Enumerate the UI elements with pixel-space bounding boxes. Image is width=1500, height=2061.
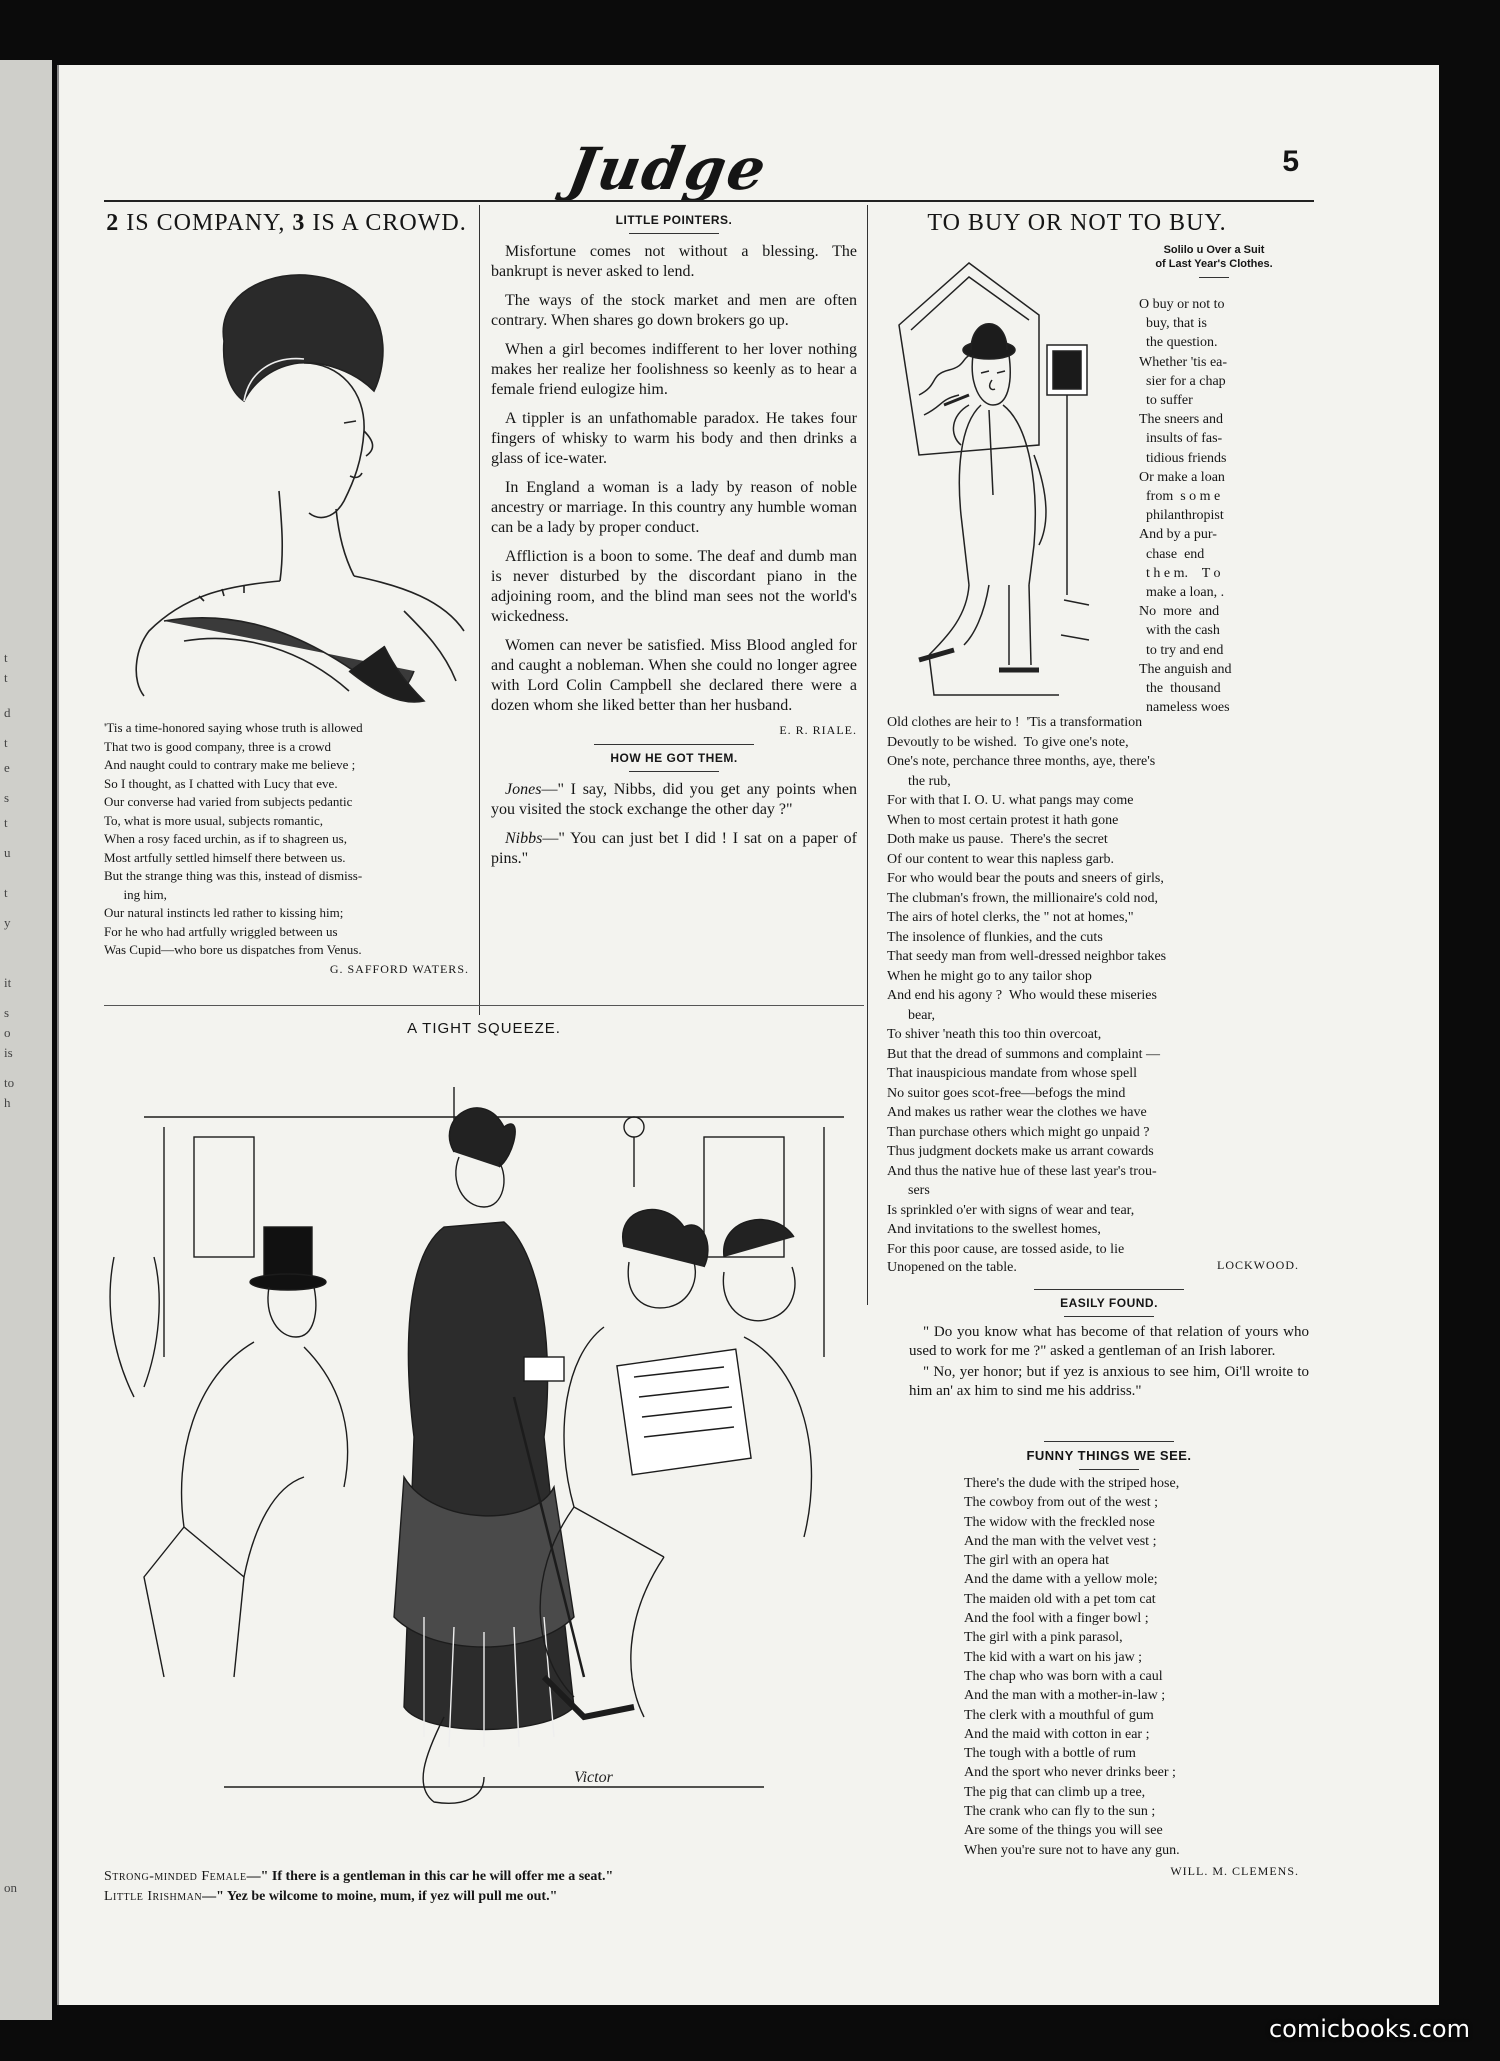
caption-irishman: Little Irishman—" Yez be wilcome to moine, mum, if yez will pull me out."	[104, 1889, 558, 1904]
verse-line: Are some of the things you will see	[964, 1823, 1163, 1839]
verse-line: the rub,	[887, 773, 951, 789]
verse-line: Was Cupid—who bore us dispatches from Venus.	[104, 942, 362, 957]
verse-line: That seedy man from well-dressed neighbor takes	[887, 949, 1167, 964]
paragraph: Affliction is a boon to some. The deaf and dumb man is never disturbed by the discordant piano in the adjoining room, and the blind man sees not the world's wickedness.	[491, 548, 857, 625]
paragraph: A tippler is an unfathomable paradox. He takes four fingers of whisky to warm his body and then drinks a glass of ice-water.	[491, 410, 857, 467]
paragraph: Women can never be satisfied. Miss Blood angled for and caught a nobleman. When she could no longer agree with Lord Colin Campbell she declared there were a dozen whom she liked better than her husband.	[491, 637, 857, 714]
divider	[1079, 1469, 1139, 1470]
column-to-buy	[877, 210, 1277, 237]
verse-line: Most artfully settled himself there between us.	[104, 849, 346, 865]
divider	[1044, 1441, 1174, 1442]
divider	[1199, 277, 1229, 278]
verse-line: Doth make us pause. There's the secret	[887, 832, 1108, 847]
verse-line: nameless woes	[1139, 700, 1230, 716]
verse-line: The insolence of flunkies, and the cuts	[887, 929, 1103, 945]
page-number: 5	[1282, 145, 1299, 178]
verse-line: And by a pur-	[1139, 527, 1217, 543]
facing-page-fragment: is	[4, 1045, 13, 1060]
verse-line: The widow with the freckled nose	[964, 1514, 1155, 1530]
verse-line: No suitor goes scot-free—befogs the mind	[887, 1085, 1126, 1101]
verse-line: The chap who was born with a caul	[964, 1668, 1163, 1684]
facing-page-fragment: o	[4, 1025, 11, 1040]
verse-line: There's the dude with the striped hose,	[964, 1476, 1180, 1491]
streetcar-cartoon-illustration	[104, 1057, 864, 1857]
verse-line: 'Tis a time-honored saying whose truth is allowed	[104, 720, 363, 735]
column-little-pointers	[491, 213, 857, 878]
verse-line: And the maid with cotton in ear ;	[964, 1726, 1150, 1742]
verse-line: But that the dread of summons and complaint —	[887, 1046, 1160, 1062]
verse-line: Devoutly to be wished. To give one's note,	[887, 734, 1129, 750]
verse-line: And the man with the velvet vest ;	[964, 1533, 1157, 1549]
verse-line: And naught could to contrary make me believe ;	[104, 757, 356, 772]
subtitle-line-1: Solilo u Over a Suit	[1163, 244, 1265, 256]
facing-page-fragment: on	[4, 1880, 17, 1895]
verse-line: Is sprinkled o'er with signs of wear and tear,	[887, 1202, 1135, 1218]
verse-line: The sneers and	[1139, 412, 1223, 428]
verse-line: The crank who can fly to the sun ;	[964, 1804, 1156, 1820]
verse-line: To, what is more usual, subjects romantic,	[104, 812, 323, 828]
magazine-page	[57, 65, 1439, 2005]
paragraph: In England a woman is a lady by reason of noble ancestry or marriage. In this country any humble woman can be a lady by proper conduct.	[491, 479, 857, 536]
verse-line: The maiden old with a pet tom cat	[964, 1591, 1156, 1607]
divider	[594, 744, 754, 745]
verse-line: Whether 'tis ea-	[1139, 354, 1228, 370]
verse-line: to suffer	[1139, 393, 1193, 409]
verse-line: That two is good company, three is a crowd	[104, 738, 331, 754]
verse-line: No more and	[1139, 604, 1220, 620]
facing-page-fragment: to	[4, 1075, 15, 1090]
artist-signature: Victor	[574, 1769, 613, 1786]
facing-page-fragment: t	[4, 885, 8, 900]
verse-line: Old clothes are heir to ! 'Tis a transformation	[887, 715, 1143, 730]
how-he-got-them-heading: HOW HE GOT THEM.	[610, 751, 738, 765]
easily-found-section	[909, 1283, 1309, 1403]
funny-things-section	[909, 1435, 1309, 1879]
caption-female: Strong-minded Female—" If there is a gentleman in this car he will offer me a seat."	[104, 1869, 614, 1884]
facing-page-fragment: y	[4, 915, 11, 930]
verse-line: One's note, perchance three months, aye, there's	[887, 754, 1156, 769]
watermark: comicbooks.com	[1268, 2015, 1470, 2043]
facing-page-fragment: it	[4, 975, 12, 990]
verse-line: with the cash	[1139, 623, 1220, 639]
verse-line: For he who had artfully wriggled between us	[104, 923, 338, 939]
verse-line: Than purchase others which might go unpaid ?	[887, 1124, 1150, 1140]
verse-line: ing him,	[104, 886, 167, 902]
verse-line: And the fool with a finger bowl ;	[964, 1611, 1149, 1627]
facing-page-fragment: t	[4, 670, 8, 685]
author-riale: E. R. RIALE.	[779, 723, 857, 737]
verse-line: O buy or not to	[1139, 297, 1225, 312]
cartoon-title: A TIGHT SQUEEZE.	[407, 1020, 561, 1037]
divider	[1034, 1289, 1184, 1290]
verse-line: And makes us rather wear the clothes we have	[887, 1105, 1147, 1120]
company-poem	[104, 719, 469, 960]
paragraph: Misfortune comes not without a blessing. The bankrupt is never asked to lend.	[491, 243, 857, 280]
verse-line: sier for a chap	[1139, 373, 1226, 389]
verse-line: For with that I. O. U. what pangs may come	[887, 793, 1134, 808]
paragraph: The ways of the stock market and men are often contrary. When shares go down brokers go up.	[491, 292, 857, 329]
verse-line: For this poor cause, are tossed aside, to lie	[887, 1241, 1125, 1257]
verse-line: The girl with a pink parasol,	[964, 1630, 1123, 1646]
verse-line: When he might go to any tailor shop	[887, 968, 1092, 984]
verse-line: Thus judgment dockets make us arrant cowards	[887, 1144, 1154, 1159]
verse-line: That inauspicious mandate from whose spell	[887, 1066, 1137, 1081]
verse-line: And the sport who never drinks beer ;	[964, 1765, 1176, 1781]
verse-line: The clerk with a mouthful of gum	[964, 1707, 1154, 1723]
facing-page-fragment: t	[4, 815, 8, 830]
tight-squeeze-cartoon	[104, 1020, 864, 1907]
facing-page-fragment: t	[4, 650, 8, 665]
facing-page-fragment: e	[4, 760, 10, 775]
verse-line: And thus the native hue of these last year's trou-	[887, 1163, 1157, 1179]
facing-page-fragment: t	[4, 735, 8, 750]
verse-wide	[887, 713, 1307, 1259]
verse-line: To shiver 'neath this too thin overcoat,	[887, 1027, 1102, 1042]
dialog-nibbs: Nibbs—" You can just bet I did ! I sat on a paper of pins."	[491, 830, 857, 867]
facing-page-edge	[0, 60, 52, 2020]
subtitle-line-2: of Last Year's Clothes.	[1155, 258, 1273, 270]
author-waters: G. SAFFORD WATERS.	[329, 961, 469, 976]
judge-logo: Judge	[563, 135, 773, 203]
author-lockwood: LOCKWOOD.	[1217, 1258, 1299, 1272]
facing-page-fragment: h	[4, 1095, 11, 1110]
to-buy-title: TO BUY OR NOT TO BUY.	[927, 210, 1227, 236]
column-rule-2	[867, 205, 868, 1305]
paragraph: " Do you know what has become of that relation of yours who used to work for me ?" asked a gentleman of an Irish laborer.	[909, 1324, 1309, 1359]
verse-line: Or make a loan	[1139, 469, 1225, 485]
facing-page-fragment: d	[4, 705, 11, 720]
verse-last-line: Unopened on the table.	[887, 1260, 1017, 1275]
verse-line: The anguish and	[1139, 661, 1232, 677]
masthead	[59, 125, 1439, 205]
column-company-crowd	[104, 210, 469, 977]
to-buy-subtitle	[1139, 243, 1289, 284]
verse-line: The kid with a wart on his jaw ;	[964, 1649, 1143, 1665]
verse-ending	[887, 1258, 1307, 1277]
verse-line: The pig that can climb up a tree,	[964, 1784, 1146, 1800]
verse-line: The airs of hotel clerks, the " not at homes,"	[887, 910, 1134, 925]
header-rule	[104, 200, 1314, 202]
verse-line: bear,	[887, 1007, 936, 1023]
verse-line: But the strange thing was this, instead of dismiss-	[104, 868, 363, 883]
paragraph: " No, yer honor; but if yez is anxious to see him, Oi'll wroite to him an' ax him to sind me his addriss."	[909, 1364, 1309, 1399]
verse-line: chase end	[1139, 546, 1205, 562]
article-title: 2 IS COMPANY, 3 IS A CROWD.	[106, 210, 467, 236]
verse-line: Our natural instincts led rather to kissing him;	[104, 905, 344, 920]
verse-line: philanthropist	[1139, 508, 1224, 524]
verse-line: Of our content to wear this napless garb.	[887, 851, 1115, 867]
verse-line: When to most certain protest it hath gone	[887, 812, 1119, 828]
divider	[629, 771, 719, 772]
verse-line: And the dame with a yellow mole;	[964, 1572, 1158, 1588]
easily-found-text	[909, 1323, 1309, 1401]
verse-line: The cowboy from out of the west ;	[964, 1495, 1159, 1511]
verse-line: buy, that is	[1139, 316, 1207, 332]
verse-line: tidious friends	[1139, 450, 1227, 466]
paragraph: When a girl becomes indifferent to her lover nothing makes her realize her foolishness so keenly as to hear a female friend eulogize him.	[491, 341, 857, 398]
verse-line: the question.	[1139, 335, 1218, 351]
dialog-jones: Jones—" I say, Nibbs, did you get any points when you visited the stock exchange the other day ?"	[491, 781, 857, 818]
verse-line: sers	[887, 1183, 930, 1198]
verse-line: And invitations to the swellest homes,	[887, 1222, 1101, 1237]
verse-line: Our converse had varied from subjects pedantic	[104, 794, 353, 809]
funny-things-verse	[909, 1474, 1309, 1860]
verse-line: The clubman's frown, the millionaire's cold nod,	[887, 890, 1158, 906]
verse-line: The tough with a bottle of rum	[964, 1746, 1136, 1762]
easily-found-heading: EASILY FOUND.	[1060, 1296, 1158, 1310]
verse-line: The girl with an opera hat	[964, 1553, 1110, 1569]
verse-line: When a rosy faced urchin, as if to shagreen us,	[104, 831, 347, 846]
verse-line: make a loan, .	[1139, 585, 1225, 601]
verse-line: And end his agony ? Who would these miseries	[887, 988, 1157, 1003]
facing-page-fragment: s	[4, 1005, 10, 1020]
verse-narrow	[1139, 295, 1299, 717]
verse-line: t h e m. T o	[1139, 565, 1221, 581]
divider	[1064, 1316, 1154, 1317]
clothes-man-illustration	[889, 255, 1099, 705]
verse-line: For who would bear the pouts and sneers of girls,	[887, 871, 1164, 886]
author-clemens: WILL. M. CLEMENS.	[1170, 1863, 1299, 1878]
funny-things-heading: FUNNY THINGS WE SEE.	[1026, 1448, 1192, 1463]
facing-page-fragment: s	[4, 790, 10, 805]
section-rule	[104, 1005, 864, 1006]
verse-line: And the man with a mother-in-law ;	[964, 1688, 1166, 1704]
facing-page-fragment: u	[4, 845, 11, 860]
verse-line: from s o m e	[1139, 489, 1221, 505]
woman-portrait-illustration	[104, 251, 469, 711]
verse-line: When you're sure not to have any gun.	[964, 1842, 1180, 1858]
verse-line: So I thought, as I chatted with Lucy that eve.	[104, 775, 338, 791]
divider	[629, 233, 719, 234]
pointers-list	[491, 242, 857, 716]
column-rule-1	[479, 205, 480, 1015]
verse-line: insults of fas-	[1139, 431, 1223, 447]
verse-line: the thousand	[1139, 681, 1221, 697]
little-pointers-heading: LITTLE POINTERS.	[615, 213, 733, 227]
verse-line: to try and end	[1139, 642, 1224, 658]
